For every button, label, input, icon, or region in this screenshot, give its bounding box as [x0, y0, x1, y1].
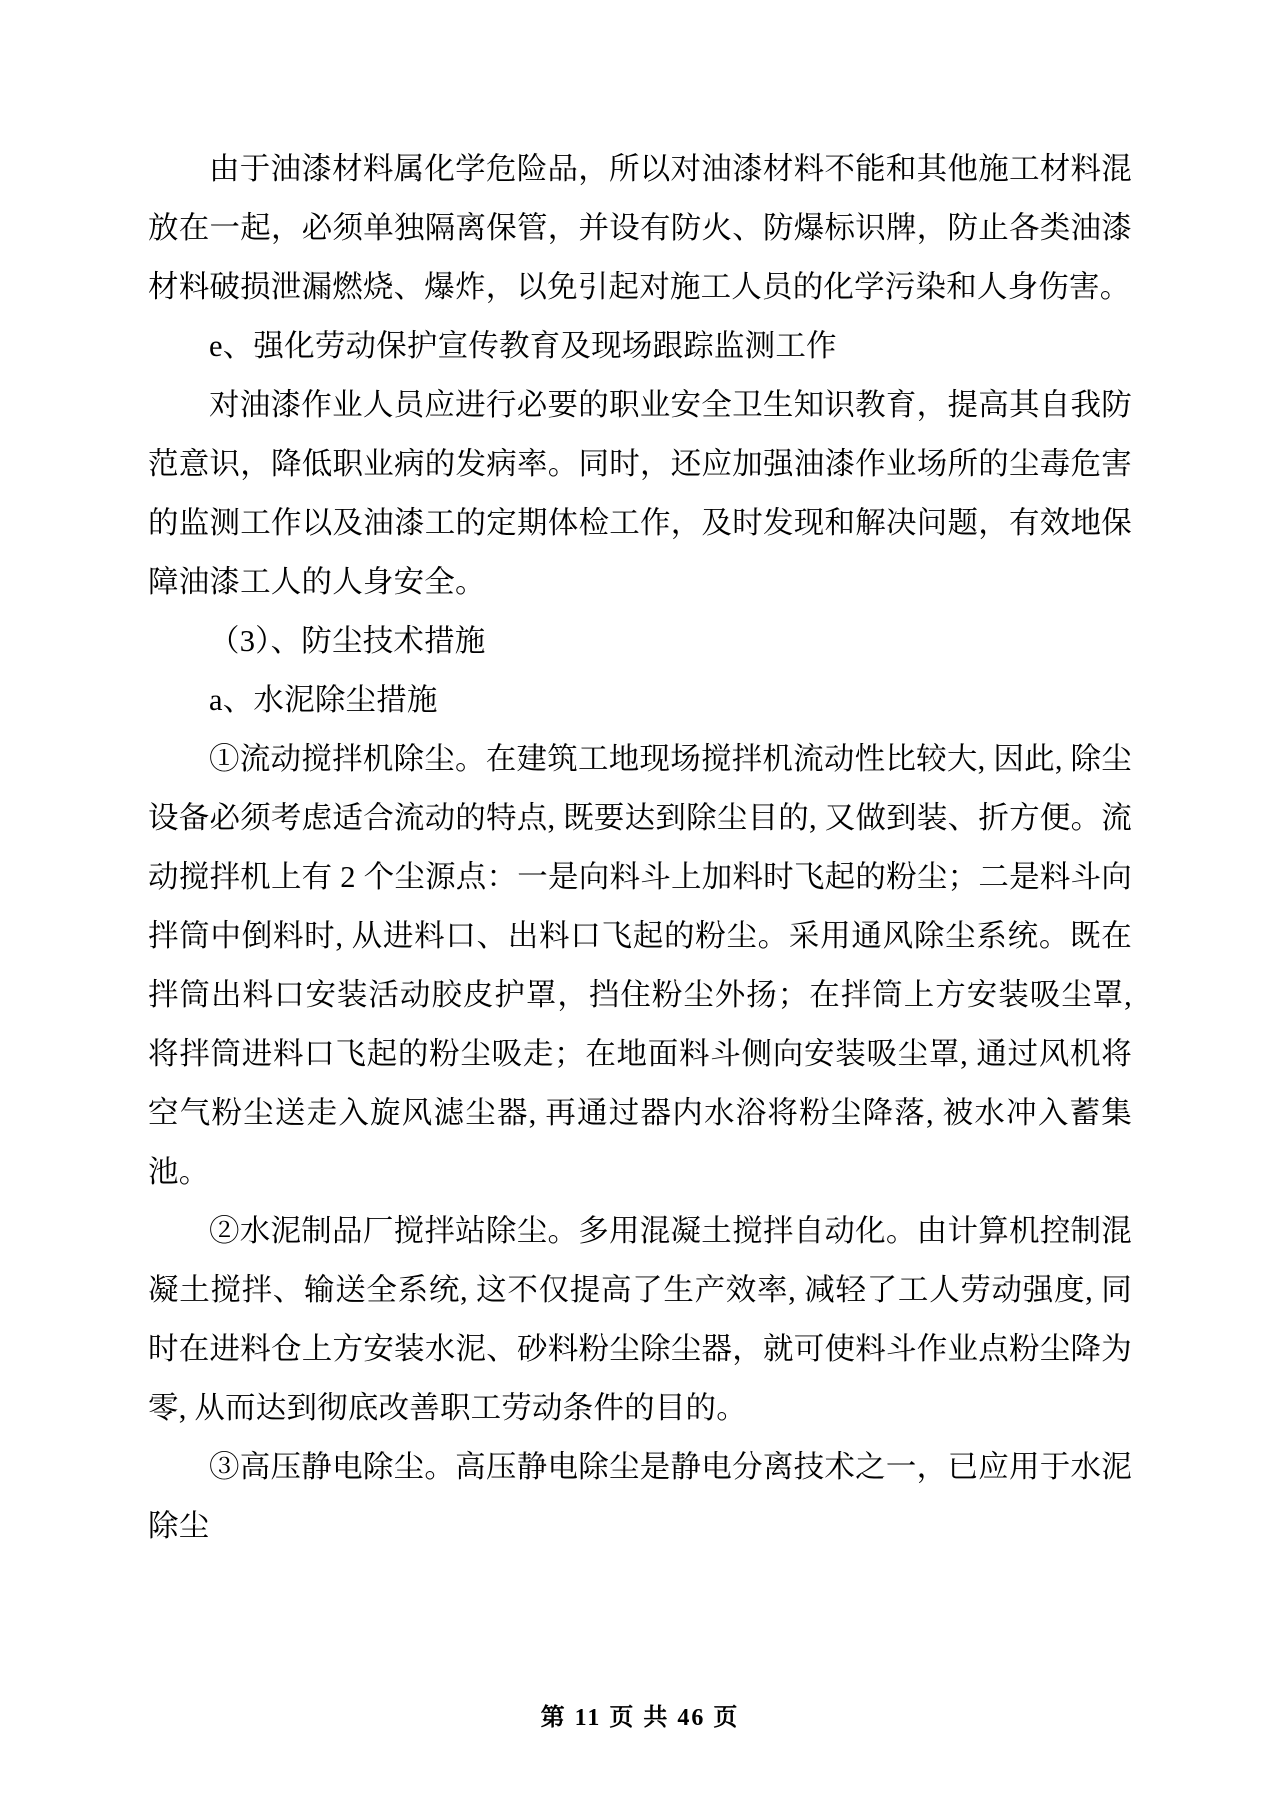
paragraph-item-2: ②水泥制品厂搅拌站除尘。多用混凝土搅拌自动化。由计算机控制混凝土搅拌、输送全系统, 这不仅提高了生产效率, 减轻了工人劳动强度, 同时在进料仓上方安装水泥、砂料粉尘除尘器，就可使料斗作业点粉尘降为零, 从而达到彻底改善职工劳动条件的目的。 [148, 1214, 1132, 1425]
paragraph-heading-e: e、强化劳动保护宣传教育及现场跟踪监测工作 [209, 329, 837, 363]
document-body [148, 140, 1132, 1556]
paragraph-item-3: ③高压静电除尘。高压静电除尘是静电分离技术之一，已应用于水泥除尘 [148, 1450, 1132, 1543]
page-footer: 第 11 页 共 46 页 [540, 1705, 740, 1731]
paragraph-heading-a: a、水泥除尘措施 [209, 683, 438, 717]
paragraph-item-1: ①流动搅拌机除尘。在建筑工地现场搅拌机流动性比较大, 因此, 除尘设备必须考虑适合流动的特点, 既要达到除尘目的, 又做到装、折方便。流动搅拌机上有 2 个尘源点：一是向料斗上加料时飞起的粉尘；二是料斗向拌筒中倒料时, 从进料口、出料口飞起的粉尘。采用通风除尘系统。既在拌筒出料口安装活动胶皮护罩，挡住粉尘外扬；在拌筒上方安装吸尘罩, 将拌筒进料口飞起的粉尘吸走；在地面料斗侧向安装吸尘罩, 通过风机将空气粉尘送走入旋风滤尘器, 再通过器内水浴将粉尘降落, 被水冲入蓄集池。 [148, 742, 1132, 1189]
paragraph: 由于油漆材料属化学危险品，所以对油漆材料不能和其他施工材料混放在一起，必须单独隔离保管，并设有防火、防爆标识牌，防止各类油漆材料破损泄漏燃烧、爆炸，以免引起对施工人员的化学污染和人身伤害。 [148, 152, 1132, 304]
paragraph-heading-3: （3）、防尘技术措施 [209, 624, 486, 658]
paragraph: 对油漆作业人员应进行必要的职业安全卫生知识教育，提高其自我防范意识，降低职业病的发病率。同时，还应加强油漆作业场所的尘毒危害的监测工作以及油漆工的定期体检工作，及时发现和解决问题，有效地保障油漆工人的人身安全。 [148, 388, 1132, 599]
